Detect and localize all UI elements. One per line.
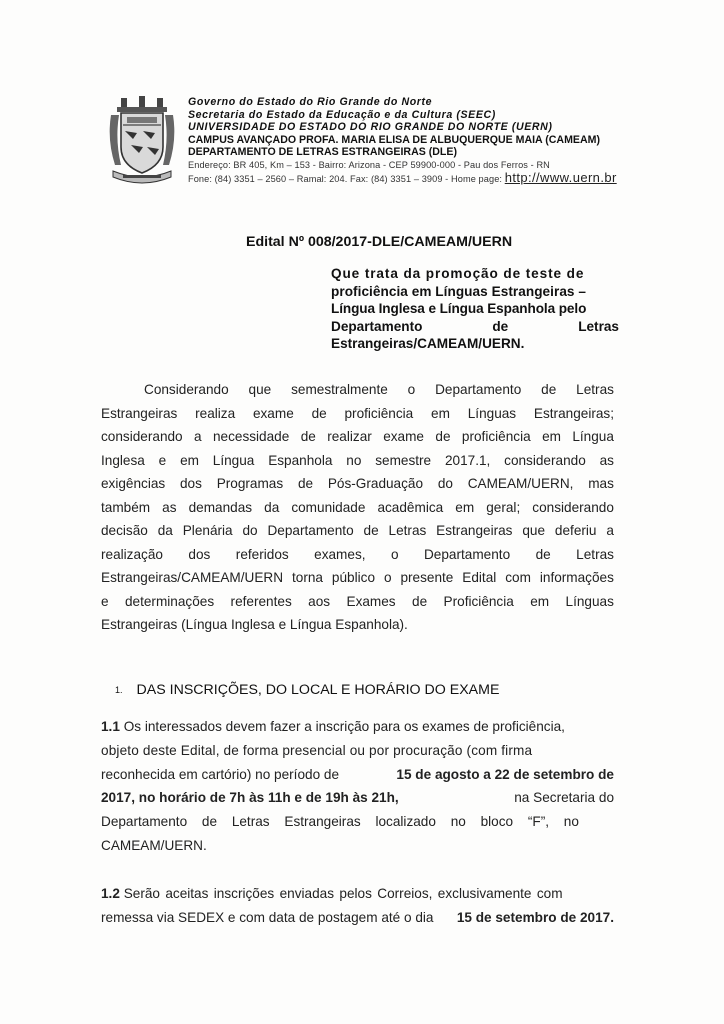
item-number: 1.1	[101, 719, 120, 734]
item-line	[101, 882, 614, 906]
item-text: objeto deste Edital, de forma presencial ou por procuração (com firma	[101, 742, 533, 758]
uern-coat-of-arms-icon	[107, 95, 177, 187]
intro-word: considerando	[101, 429, 183, 444]
intro-line	[101, 543, 614, 567]
intro-word: deferiu	[554, 523, 597, 538]
item-text: Departamento de Letras Estrangeiras localizado no bloco “F”, no	[101, 814, 579, 830]
homepage-link[interactable]: http://www.uern.br	[504, 169, 617, 185]
intro-word: Letras	[388, 523, 427, 538]
section-title: DAS INSCRIÇÕES, DO LOCAL E HORÁRIO DO EXAME	[136, 682, 500, 698]
intro-word: do	[437, 476, 453, 491]
intro-word: Estrangeiras	[101, 405, 178, 421]
intro-word: de	[300, 429, 316, 444]
intro-word: no	[346, 452, 362, 468]
intro-word: a	[194, 429, 202, 444]
contact-text: Fone: (84) 3351 – 2560 – Ramal: 204. Fax: (84) 3351 – 3909 - Home page:	[188, 173, 503, 184]
intro-word: informações	[539, 570, 614, 585]
summary-line: proficiência em Línguas Estrangeiras –	[331, 283, 586, 299]
intro-word: em	[180, 452, 199, 468]
intro-word: CAMEAM/UERN,	[467, 476, 574, 491]
intro-word: mas	[588, 476, 614, 491]
intro-word: referentes	[230, 593, 292, 609]
intro-word: Línguas	[467, 405, 517, 421]
summary-word: de	[492, 318, 509, 334]
intro-word: Letras	[576, 546, 614, 562]
intro-word: em	[530, 593, 550, 609]
summary-line: Língua Inglesa e Língua Espanhola pelo	[331, 301, 587, 317]
intro-word: de	[535, 546, 551, 562]
summary-line: Que trata da promoção de teste de	[331, 266, 585, 281]
intro-word: geral;	[486, 499, 521, 515]
item-1-1	[101, 715, 614, 858]
item-line	[101, 786, 614, 810]
intro-paragraph	[101, 378, 614, 637]
intro-word: exame	[383, 429, 424, 444]
intro-word: em	[542, 429, 561, 444]
intro-word: Programas	[216, 476, 284, 491]
intro-word: Proficiência	[443, 593, 514, 609]
intro-word: dos	[180, 476, 202, 491]
intro-word: Considerando	[144, 382, 229, 397]
intro-word: presente	[400, 570, 454, 585]
intro-word: Estrangeiras/CAMEAM/UERN	[101, 570, 284, 585]
intro-line	[101, 496, 614, 520]
intro-word: Língua	[212, 452, 255, 468]
letterhead-campus: CAMPUS AVANÇADO PROFA. MARIA ELISA DE ALBUQUERQUE MAIA (CAMEAM)	[188, 133, 600, 146]
item-line	[101, 810, 614, 834]
intro-word: público	[331, 570, 375, 585]
letterhead-government: Governo do Estado do Rio Grande do Norte	[188, 96, 433, 108]
intro-word: Estrangeiras;	[533, 405, 614, 421]
intro-word: demandas	[188, 499, 253, 515]
intro-line	[101, 613, 614, 637]
intro-word: comunidade	[291, 499, 366, 515]
intro-word: semestralmente	[291, 382, 388, 397]
intro-word: considerando	[532, 499, 614, 515]
intro-word: realiza	[195, 405, 236, 421]
intro-word: acadêmica	[377, 499, 444, 515]
intro-word: decisão	[101, 523, 148, 538]
intro-word: e	[101, 593, 109, 609]
intro-line	[101, 519, 614, 543]
item-text: na Secretaria do	[514, 790, 614, 806]
section-number: 1.	[115, 685, 123, 696]
intro-word: exames,	[314, 546, 366, 562]
letterhead	[188, 96, 708, 185]
intro-word: Língua	[572, 429, 614, 444]
letterhead-department: DEPARTAMENTO DE LETRAS ESTRANGEIRAS (DLE)	[188, 146, 457, 159]
item-1-2	[101, 882, 614, 930]
item-number: 1.2	[101, 886, 120, 901]
intro-word: Exames	[346, 593, 396, 609]
intro-word: semestre	[375, 452, 432, 468]
intro-word: dos	[188, 546, 211, 562]
intro-word: as	[599, 452, 614, 468]
item-line	[101, 834, 614, 858]
intro-word: Departamento	[423, 546, 511, 562]
intro-word: com	[505, 570, 531, 585]
intro-word: de	[541, 382, 557, 397]
intro-line	[101, 472, 614, 496]
item-line	[101, 715, 614, 739]
intro-word: realização	[101, 546, 163, 562]
item-text: remessa via SEDEX e com data de postagem até o dia	[101, 909, 434, 925]
item-line	[101, 906, 614, 930]
intro-word: Departamento	[267, 523, 354, 538]
letterhead-address: Endereço: BR 405, Km – 153 - Bairro: Arizona - CEP 59900-000 - Pau dos Ferros - RN	[188, 159, 550, 170]
letterhead-university: UNIVERSIDADE DO ESTADO DO RIO GRANDE DO NORTE (UERN)	[188, 121, 553, 134]
intro-word: Departamento	[435, 382, 522, 397]
intro-word: as	[162, 499, 177, 515]
item-deadline: 15 de setembro de 2017.	[456, 909, 614, 925]
intro-word: o	[390, 546, 399, 562]
summary-line	[331, 318, 619, 336]
intro-word: Plenária	[182, 523, 233, 538]
intro-word: de	[297, 476, 314, 491]
intro-word: proficiência	[461, 429, 531, 444]
intro-word: em	[431, 405, 450, 421]
intro-word: aos	[308, 593, 331, 609]
intro-word: a	[606, 523, 614, 538]
intro-line	[101, 566, 614, 590]
item-schedule: 2017, no horário de 7h às 11h e de 19h às 21h,	[101, 790, 399, 806]
item-text: Serão aceitas inscrições enviadas pelos Correios, exclusivamente com	[123, 886, 563, 901]
intro-line	[101, 378, 614, 402]
intro-text: Estrangeiras (Língua Inglesa e Língua Espanhola).	[101, 617, 408, 632]
summary-word: Letras	[578, 318, 619, 334]
summary-line: Estrangeiras/CAMEAM/UERN.	[331, 336, 525, 352]
letterhead-contact	[188, 169, 708, 186]
intro-word: da	[157, 523, 173, 538]
intro-word: de	[435, 429, 451, 444]
item-text: reconhecida em cartório) no período de	[101, 766, 340, 782]
intro-word: Edital	[462, 570, 497, 585]
intro-word: 2017.1,	[444, 452, 491, 468]
intro-word: exigências	[101, 476, 166, 491]
intro-word: proficiência	[344, 405, 414, 421]
edital-summary	[331, 265, 619, 353]
item-line	[101, 739, 614, 763]
intro-word: Estrangeiras	[436, 523, 513, 538]
intro-word: de	[311, 405, 327, 421]
intro-word: necessidade	[212, 429, 290, 444]
edital-title: Edital Nº 008/2017-DLE/CAMEAM/UERN	[246, 234, 513, 250]
intro-word: Espanhola	[268, 452, 333, 468]
intro-word: Línguas	[565, 593, 614, 609]
item-date-range: 15 de agosto a 22 de setembro de	[396, 766, 614, 782]
intro-word: Letras	[576, 382, 614, 397]
intro-word: referidos	[235, 546, 289, 562]
item-text: Os interessados devem fazer a inscrição para os exames de proficiência,	[123, 719, 565, 734]
intro-word: também	[101, 499, 151, 515]
intro-line	[101, 402, 614, 426]
summary-word: Departamento	[331, 318, 423, 334]
intro-word: torna	[292, 570, 323, 585]
intro-word: que	[522, 523, 546, 538]
item-line	[101, 763, 614, 787]
section-heading	[115, 682, 499, 698]
intro-word: Pós-Graduação	[327, 476, 424, 491]
intro-word: determinações	[124, 593, 215, 609]
intro-word: de	[412, 593, 428, 609]
intro-word: o	[383, 570, 392, 585]
intro-word: do	[242, 523, 258, 538]
intro-word: de	[363, 523, 379, 538]
intro-line	[101, 449, 614, 473]
intro-word: realizar	[327, 429, 372, 444]
letterhead-secretariat: Secretaria do Estado da Educação e da Cultura (SEEC)	[188, 108, 496, 121]
intro-word: o	[407, 382, 416, 397]
intro-word: e	[158, 452, 167, 468]
intro-word: exame	[252, 405, 294, 421]
item-text: CAMEAM/UERN.	[101, 837, 207, 853]
intro-line	[101, 590, 614, 614]
intro-word: da	[264, 499, 280, 515]
intro-word: Inglesa	[101, 452, 145, 468]
intro-word: considerando	[504, 452, 586, 468]
intro-word: que	[248, 382, 272, 397]
intro-line	[101, 425, 614, 449]
intro-word: em	[455, 499, 475, 515]
